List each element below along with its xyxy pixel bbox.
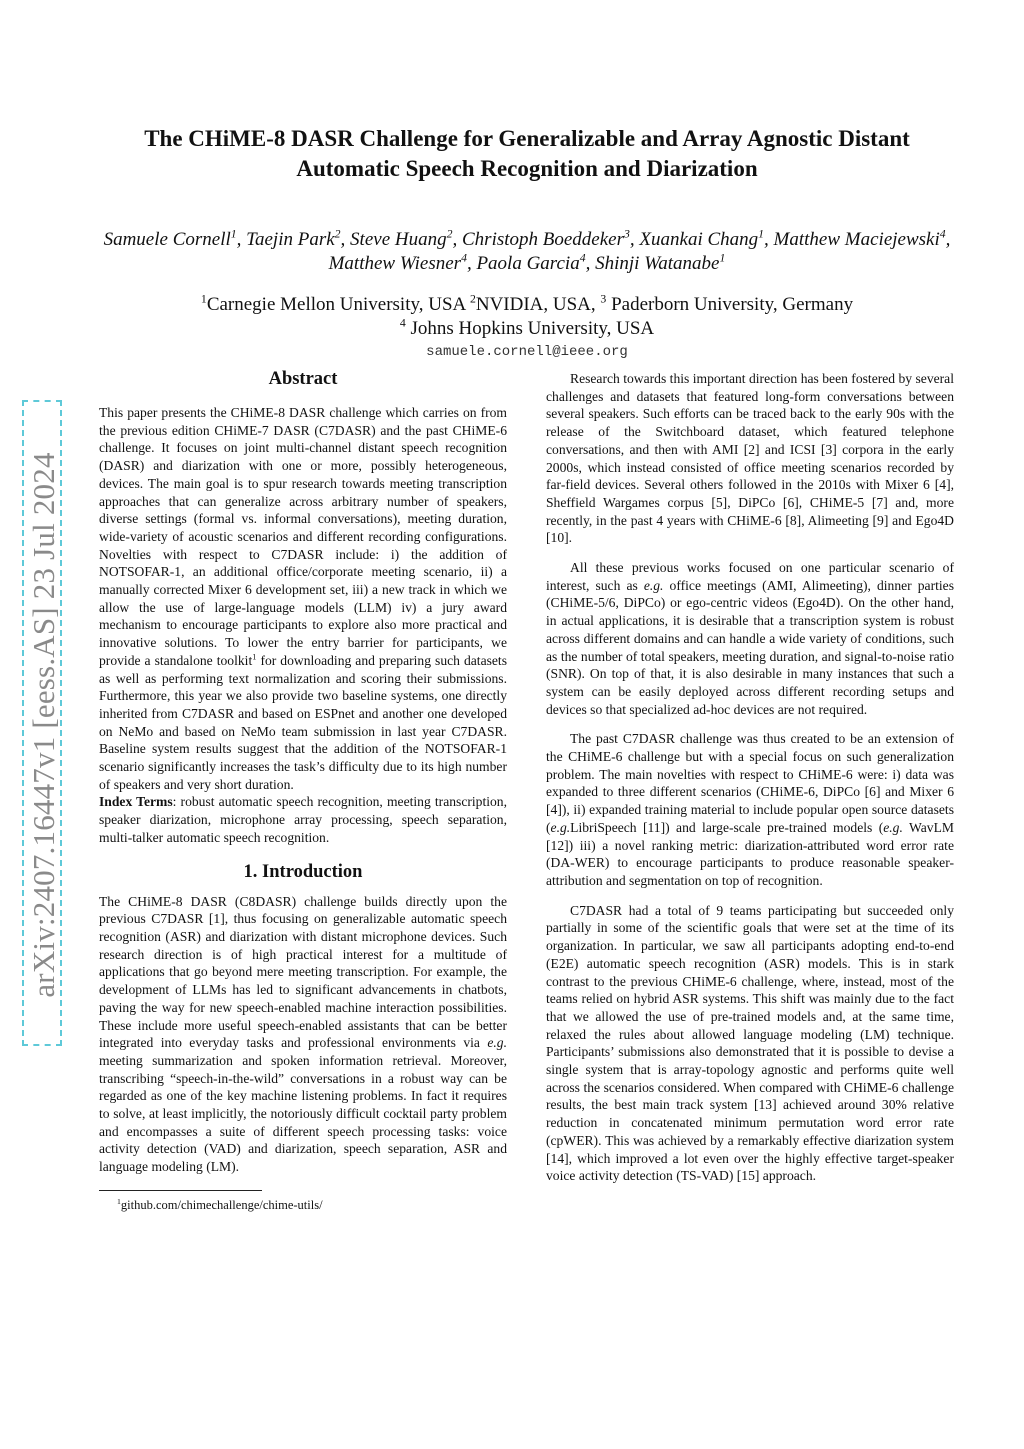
body-paragraph: C7DASR had a total of 9 teams participating but succeeded only partially in some of the scientific goals that were set at the time of its organization. In particular, we saw all participants adopting end-to-end (E2E) automatic speech recognition (ASR) models. This is in stark contrast to the previous CHiME-6 challenge, where, instead, most of the teams relied on hybrid ASR systems. This shift was mainly due to the fact that we allowed the use of pre-trained models and, at the same time, relaxed the rules about allowed language modeling (LM) technique. Participants’ submissions also demonstrated that it is possible to devise a single system that is array-topology agnostic and performs quite well across the scenarios considered. When compared with CHiME-6 challenge results, the best main track system [13] achieved around 30% relative reduction in concatenated minimum permutation word error rate (cpWER). This was achieved by a remarkably effective diarization system [14], which improved a lot even over the highly effective target-speaker voice activity detection (TS-VAD) [15] approach. bbox=[546, 902, 954, 1184]
arxiv-identifier[interactable]: arXiv:2407.16447v1 [eess.AS] 23 Jul 2024 bbox=[26, 452, 61, 998]
abstract-text: This paper presents the CHiME-8 DASR challenge which carries on from the previous edition CHiME-7 DASR (C7DASR) and the past CHiME-6 challenge. It focuses on joint multi-channel distant speech recognition (DASR) and diarization with one or more, possibly heterogeneous, devices. The main goal is to spur research towards meeting transcription approaches that can generalize across arbitrary number of speakers, diverse settings (formal vs. informal conversations), meeting duration, wide-variety of acoustic scenarios and different recording configurations. Novelties with respect to C7DASR include: i) the addition of NOTSOFAR-1, an additional office/corporate meeting scenario, ii) a manually corrected Mixer 6 development set, iii) a new track in which we allow the use of large-language models (LLM) iv) a jury award mechanism to encourage participants to explore also more practical and innovative solutions. To lower the entry barrier for participants, we provide a standalone toolkit$^1$ for downloading and preparing such datasets as well as performing text normalization and scoring their submissions. Furthermore, this year we also provide two baseline systems, one directly inherited from C7DASR and based on ESPnet and another one developed on NeMo and based on NeMo team submission in last year C7DASR. Baseline system results suggest that the addition of the NOTSOFAR-1 scenario significantly increases the task’s difficulty due to its high number of speakers and very short duration. bbox=[99, 405, 507, 792]
author: Shinji Watanabe$^1$ bbox=[595, 251, 726, 274]
abstract-heading: Abstract bbox=[268, 369, 338, 389]
paper-title bbox=[100, 124, 954, 184]
author: Matthew Wiesner$^4$, bbox=[328, 251, 477, 274]
title-line-2: Automatic Speech Recognition and Diarization bbox=[296, 156, 758, 181]
left-column bbox=[99, 364, 507, 1213]
affiliations bbox=[100, 293, 954, 341]
author: Matthew Maciejewski$^4$, bbox=[773, 227, 951, 250]
introduction-heading: 1. Introduction bbox=[243, 861, 363, 882]
body-paragraph: All these previous works focused on one particular scenario of interest, such as e.g. office meetings (AMI, Alimeeting), dinner parties (CHiME-5/6, DiPCo) or ego-centric videos (Ego4D). On the other hand, in actual applications, it is desirable that a transcription system is robust across different domains and can handle a wide variety of conditions, such as the number of total speakers, meeting duration, and signal-to-noise ratio (SNR). On top of that, it is also desirable in many instances that such a system can be easily deployed across different recording setups and devices so that specialized ad-hoc devices are not required. bbox=[546, 560, 954, 717]
right-column bbox=[546, 370, 954, 1185]
author: Steve Huang$^2$, bbox=[350, 227, 462, 250]
affiliation-line-2: $^4$ Johns Hopkins University, USA bbox=[399, 316, 655, 339]
introduction-paragraph: The CHiME-8 DASR (C8DASR) challenge builds directly upon the previous C7DASR [1], thus focusing on generalizable automatic speech recognition (ASR) and diarization with distant microphone devices. Such research direction is of high practical interest for a multitude of applications that go beyond mere meeting transcription. For example, the development of LLMs has led to significant advancements in chatbots, paving the way for new speech-enabled machine interaction possibilities. These include more useful speech-enabled assistants that can be better integrated into everyday tasks and professional environments via e.g. meeting summarization and spoken information retrieval. Moreover, transcribing “speech-in-the-wild” conversations in a robust way can be regarded as one of the key machine listening problems. In fact it requires to solve, at least implicitly, the notoriously difficult cocktail party problem and encompasses a suite of different speech processing tasks: voice activity detection (VAD) and diarization, speech separation, ASR and language modeling (LM). bbox=[99, 893, 507, 1175]
author: Xuankai Chang$^1$, bbox=[639, 227, 774, 250]
affiliation-line-1: $^1$Carnegie Mellon University, USA $^2$NVIDIA, USA, $^3$ Paderborn University, Germany bbox=[200, 292, 854, 315]
arxiv-sidebar bbox=[22, 400, 62, 1046]
author: Paola Garcia$^4$, bbox=[476, 251, 596, 274]
author: Taejin Park$^2$, bbox=[246, 227, 351, 250]
index-terms: Index Terms: robust automatic speech recognition, meeting transcription, speaker diarization, microphone array processing, speech separation, multi-talker automatic speech recognition. bbox=[99, 794, 507, 845]
footnote: $^1$github.com/chimechallenge/chime-utils/ bbox=[117, 1196, 323, 1212]
body-paragraph: Research towards this important direction has been fostered by several challenges and datasets that featured long-form conversations between several speakers. Such efforts can be traced back to the early 90s with the release of the Switchboard dataset, which featured telephone conversations, and then with AMI [2] and ICSI [3] corpora in the early 2000s, which instead consisted of office meeting scenarios recorded by far-field devices. Several others followed in the 2010s with Mixer 6 [4], Sheffield Wargames corpus [5], DiPCo [6], CHiME-5 [7] and, more recently, in the past 4 years with CHiME-6 [8], Alimeeting [9] and Ego4D [10]. bbox=[546, 371, 954, 546]
footnote-marker[interactable]: 1 bbox=[252, 651, 257, 662]
footnote-divider bbox=[99, 1190, 262, 1191]
author: Christoph Boeddeker$^3$, bbox=[462, 227, 640, 250]
contact-email[interactable]: samuele.cornell@ieee.org bbox=[426, 344, 628, 360]
title-line-1: The CHiME-8 DASR Challenge for Generalizable and Array Agnostic Distant bbox=[144, 126, 910, 151]
body-paragraph: The past C7DASR challenge was thus created to be an extension of the CHiME-6 challenge but with a special focus on such generalization problem. The main novelties with respect to CHiME-6 were: i) data was expanded to three different scenarios (CHiME-6, DiPCo [6] and Mixer 6 [4]), ii) expanded training material to include popular open source datasets (e.g.LibriSpeech [11]) and large-scale pre-trained models (e.g. WavLM [12]) iii) a novel ranking metric: diarization-attributed word error rate (DA-WER) to encourage participants to produce reasonable speaker-attribution and segmentation on top of recognition. bbox=[546, 731, 954, 888]
author: Samuele Cornell$^1$, bbox=[103, 227, 247, 250]
footnote-link[interactable]: github.com/chimechallenge/chime-utils/ bbox=[120, 1197, 323, 1212]
author-list bbox=[100, 228, 954, 276]
